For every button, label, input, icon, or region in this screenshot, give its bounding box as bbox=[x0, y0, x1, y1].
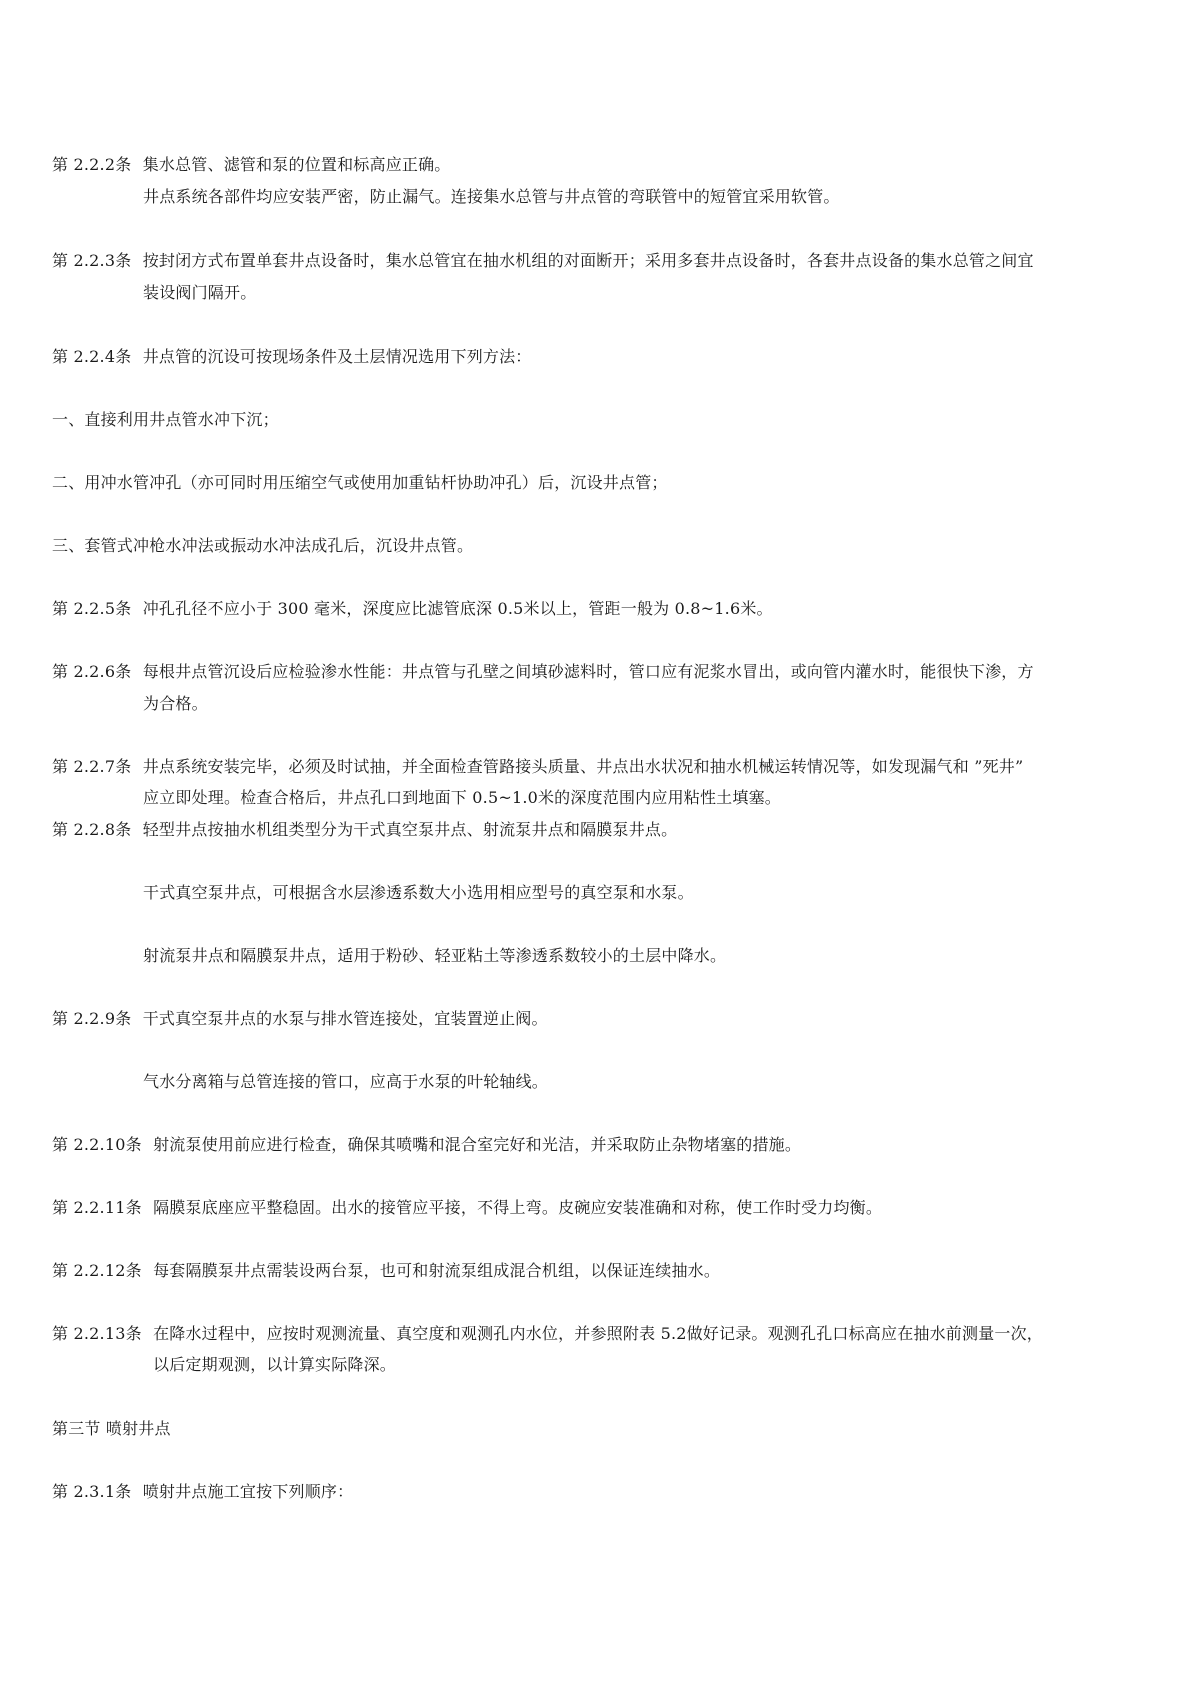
clause-2-2-12 bbox=[52, 1261, 720, 1281]
clause-text: 井点系统安装完毕，必须及时试抽，并全面检查管路接头质量、井点出水状况和抽水机械运转情况等，如发现漏气和 ”死井” bbox=[142, 757, 1024, 776]
clause-text: 干式真空泵井点的水泵与排水管连接处，宜装置逆止阀。 bbox=[142, 1009, 548, 1028]
clause-text: 在降水过程中，应按时观测流量、真空度和观测孔内水位，并参照附表 5.2做好记录。观测孔孔口标高应在抽水前测量一次， bbox=[153, 1324, 1044, 1343]
clause-2-2-7-cont: 应立即处理。检查合格后，井点孔口到地面下 0.5~1.0米的深度范围内应用粘性土填塞。 bbox=[143, 788, 781, 807]
clause-2-2-11 bbox=[52, 1198, 882, 1218]
clause-2-2-8 bbox=[52, 820, 677, 840]
clause-number: 第 2.2.8条 bbox=[52, 820, 132, 839]
clause-text: 射流泵使用前应进行检查，确保其喷嘴和混合室完好和光洁，并采取防止杂物堵塞的措施。 bbox=[153, 1135, 802, 1154]
clause-number: 第 2.2.3条 bbox=[52, 251, 132, 270]
clause-2-2-9-para: 气水分离箱与总管连接的管口，应高于水泵的叶轮轴线。 bbox=[143, 1072, 549, 1091]
clause-2-2-9 bbox=[52, 1009, 548, 1029]
clause-2-2-7 bbox=[52, 757, 1023, 777]
clause-2-2-8-para-a: 干式真空泵井点，可根据含水层渗透系数大小选用相应型号的真空泵和水泵。 bbox=[143, 883, 694, 902]
clause-2-2-10 bbox=[52, 1135, 801, 1155]
clause-number: 第 2.2.12条 bbox=[52, 1261, 142, 1280]
section-heading: 第三节 喷射井点 bbox=[52, 1419, 171, 1438]
clause-text: 喷射井点施工宜按下列顺序： bbox=[142, 1482, 354, 1501]
clause-number: 第 2.2.9条 bbox=[52, 1009, 132, 1028]
clause-2-3-1 bbox=[52, 1482, 353, 1502]
list-item-2: 二、用冲水管冲孔（亦可同时用压缩空气或使用加重钻杆协助冲孔）后，沉设井点管； bbox=[52, 473, 668, 492]
clause-number: 第 2.2.13条 bbox=[52, 1324, 142, 1343]
clause-2-2-3 bbox=[52, 251, 1034, 271]
clause-2-2-3-cont: 装设阀门隔开。 bbox=[143, 283, 257, 302]
clause-text: 每根井点管沉设后应检验渗水性能：井点管与孔壁之间填砂滤料时，管口应有泥浆水冒出，或向管内灌水时，能很快下渗，方 bbox=[142, 662, 1034, 681]
clause-number: 第 2.2.10条 bbox=[52, 1135, 142, 1154]
clause-text: 按封闭方式布置单套井点设备时，集水总管宜在抽水机组的对面断开；采用多套井点设备时，各套井点设备的集水总管之间宜 bbox=[142, 251, 1034, 270]
clause-2-2-2 bbox=[52, 155, 451, 175]
clause-number: 第 2.2.2条 bbox=[52, 155, 132, 174]
clause-number: 第 2.2.5条 bbox=[52, 599, 132, 618]
clause-text: 隔膜泵底座应平整稳固。出水的接管应平接，不得上弯。皮碗应安装准确和对称，使工作时受力均衡。 bbox=[153, 1198, 883, 1217]
clause-2-2-2-para: 井点系统各部件均应安装严密，防止漏气。连接集水总管与井点管的弯联管中的短管宜采用软管。 bbox=[143, 187, 840, 206]
clause-number: 第 2.2.6条 bbox=[52, 662, 132, 681]
clause-text: 冲孔孔径不应小于 300 毫米，深度应比滤管底深 0.5米以上，管距一般为 0.8~1.6米。 bbox=[142, 599, 773, 618]
clause-2-2-5 bbox=[52, 599, 773, 619]
clause-2-2-4 bbox=[52, 347, 532, 367]
clause-number: 第 2.3.1条 bbox=[52, 1482, 132, 1501]
clause-2-2-8-para-b: 射流泵井点和隔膜泵井点，适用于粉砂、轻亚粘土等渗透系数较小的土层中降水。 bbox=[143, 946, 727, 965]
clause-number: 第 2.2.11条 bbox=[52, 1198, 142, 1217]
clause-number: 第 2.2.7条 bbox=[52, 757, 132, 776]
list-item-3: 三、套管式冲枪水冲法或振动水冲法成孔后，沉设井点管。 bbox=[52, 536, 474, 555]
clause-2-2-13-cont: 以后定期观测，以计算实际降深。 bbox=[153, 1355, 397, 1374]
clause-text: 集水总管、滤管和泵的位置和标高应正确。 bbox=[142, 155, 451, 174]
clause-text: 每套隔膜泵井点需装设两台泵，也可和射流泵组成混合机组，以保证连续抽水。 bbox=[153, 1261, 721, 1280]
clause-text: 井点管的沉设可按现场条件及土层情况选用下列方法： bbox=[142, 347, 532, 366]
clause-text: 轻型井点按抽水机组类型分为干式真空泵井点、射流泵井点和隔膜泵井点。 bbox=[142, 820, 678, 839]
clause-number: 第 2.2.4条 bbox=[52, 347, 132, 366]
clause-2-2-6 bbox=[52, 662, 1034, 682]
list-item-1: 一、直接利用井点管水冲下沉； bbox=[52, 410, 279, 429]
clause-2-2-6-cont: 为合格。 bbox=[143, 694, 208, 713]
clause-2-2-13 bbox=[52, 1324, 1043, 1344]
